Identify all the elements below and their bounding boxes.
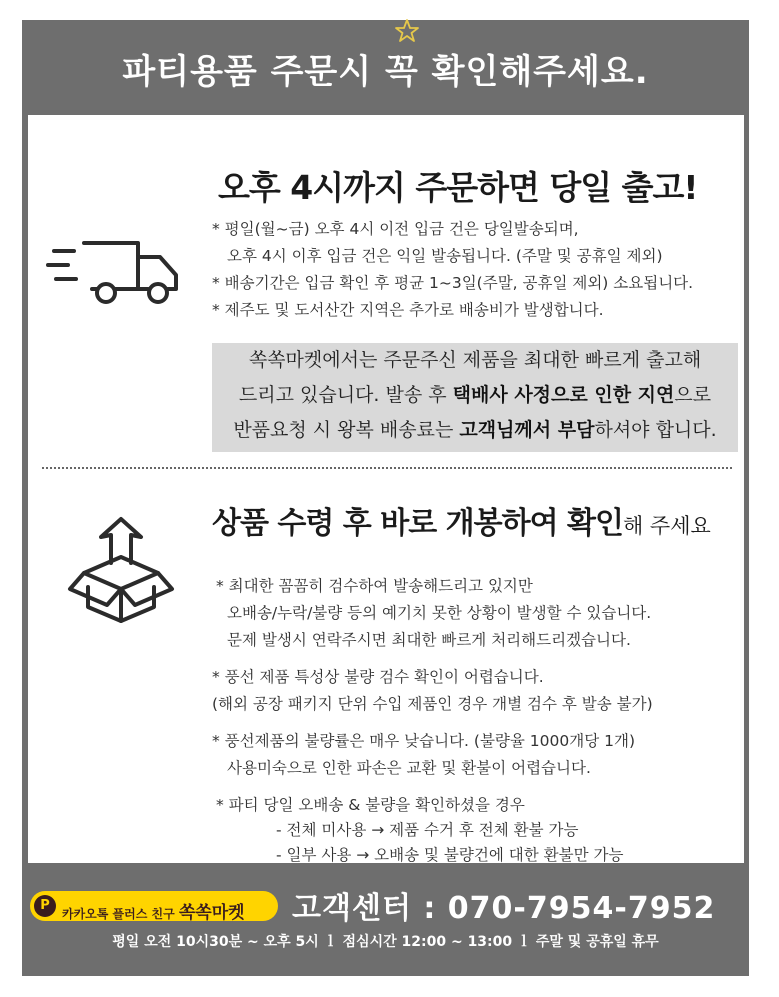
header [22,20,749,115]
inspection-note: - 일부 사용 → 오배송 및 불량건에 대한 환불만 가능 [276,846,624,864]
return-policy-box [212,343,738,452]
return-policy-line: 드리고 있습니다. 발송 후 택배사 사정으로 인한 지연으로 [238,384,712,406]
shipping-headline: 오후 4시까지 주문하면 당일 출고! [218,168,698,207]
shipping-note: 오후 4시 이후 입금 건은 익일 발송됩니다. (주말 및 공휴일 제외) [227,247,663,265]
page-title: 파티용품 주문시 꼭 확인해주세요. [122,52,649,92]
inspection-headline: 상품 수령 후 바로 개봉하여 확인해 주세요 [212,506,711,541]
section-divider [42,467,732,469]
inspection-note: 사용미숙으로 인한 파손은 교환 및 환불이 어렵습니다. [227,759,591,777]
return-policy-line: 쏙쏙마켓에서는 주문주신 제품을 최대한 빠르게 출고해 [248,349,702,371]
customer-center-phone: 고객센터 : 070-7954-7952 [292,891,716,926]
inspection-note: 문제 발생시 연락주시면 최대한 빠르게 처리해드리겠습니다. [227,631,631,649]
inspection-note: * 풍선 제품 특성상 불량 검수 확인이 어렵습니다. [212,668,544,686]
inspection-note: (해외 공장 패키지 단위 수입 제품인 경우 개별 검수 후 발송 불가) [212,695,653,713]
business-hours: 평일 오전 10시30분 ~ 오후 5시 ｌ 점심시간 12:00 ~ 13:00 ｌ 주말 및 공휴일 휴무 [112,934,659,950]
inspection-note: - 전체 미사용 → 제품 수거 후 전체 환불 가능 [276,821,579,839]
kakao-plus-icon: P [34,895,56,917]
return-policy-line: 반품요청 시 왕복 배송료는 고객님께서 부담하셔야 합니다. [233,419,717,441]
shipping-note: * 배송기간은 입금 확인 후 평균 1~3일(주말, 공휴일 제외) 소요됩니다. [212,274,694,292]
inspection-note: * 최대한 꼼꼼히 검수하여 발송해드리고 있지만 [216,577,533,595]
shipping-note: * 평일(월~금) 오후 4시 이전 입금 건은 당일발송되며, [212,220,579,238]
open-box-icon [66,515,176,625]
notice-frame [22,20,749,976]
footer [22,863,749,976]
star-icon [394,18,420,44]
kakao-plus-friend-button[interactable] [30,891,278,921]
content-panel [28,115,744,863]
delivery-truck-icon [46,231,186,311]
kakao-label: 카카오톡 플러스 친구 쏙쏙마켓 [62,903,245,923]
inspection-note: * 풍선제품의 불량률은 매우 낮습니다. (불량율 1000개당 1개) [212,732,636,750]
inspection-note: * 파티 당일 오배송 & 불량을 확인하셨을 경우 [216,796,525,814]
inspection-note: 오배송/누락/불량 등의 예기치 못한 상황이 발생할 수 있습니다. [227,604,652,622]
shipping-note: * 제주도 및 도서산간 지역은 추가로 배송비가 발생합니다. [212,301,604,319]
